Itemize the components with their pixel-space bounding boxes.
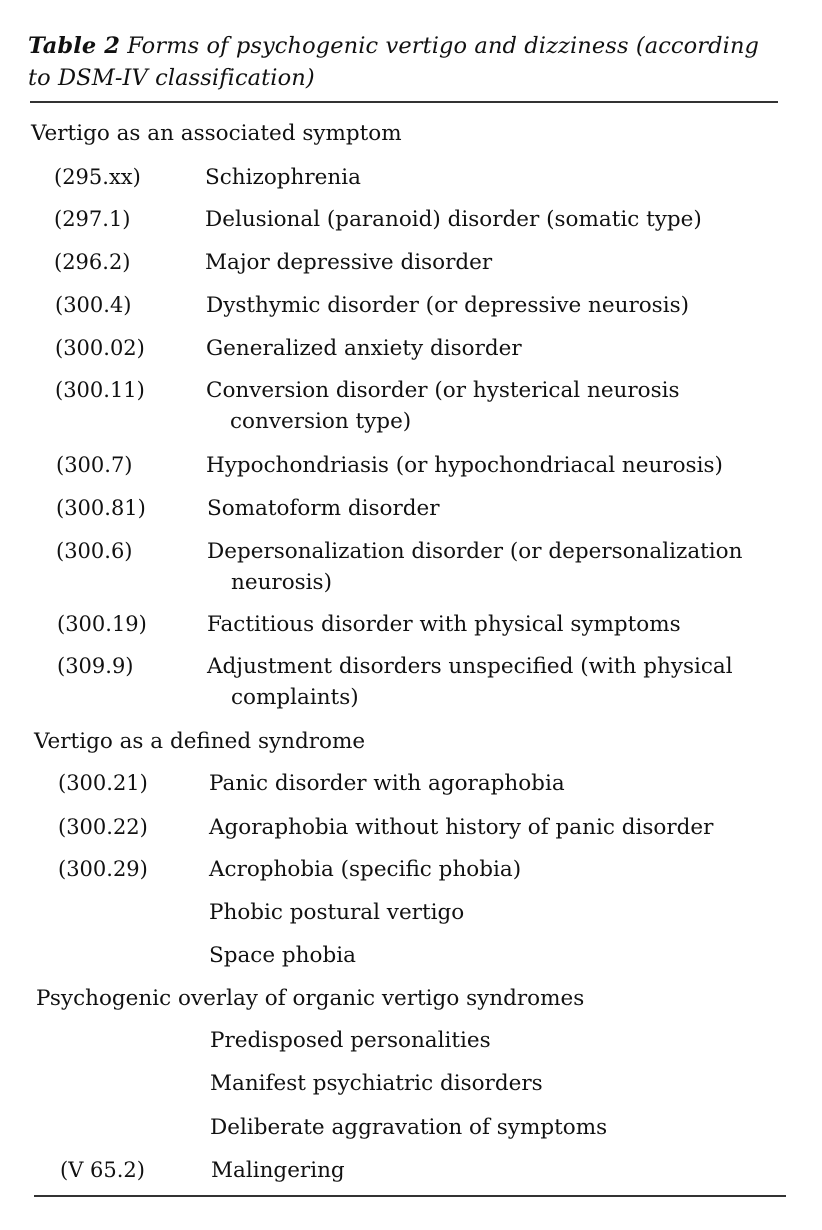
disorder-line: Depersonalization disorder (or depersonalization: [207, 539, 743, 564]
disorder-line: Schizophrenia: [205, 165, 361, 190]
disorder-name: [207, 609, 681, 640]
dsm-code: (300.21): [58, 771, 148, 795]
table-title: Forms of psychogenic vertigo and dizziness (according to DSM-IV classification): [28, 33, 760, 91]
disorder-line: Panic disorder with agoraphobia: [209, 771, 565, 796]
disorder-name: [206, 375, 680, 437]
disorder-line: Dysthymic disorder (or depressive neurosis): [206, 293, 689, 318]
disorder-line: Somatoform disorder: [207, 496, 440, 521]
disorder-line-continued: complaints): [231, 685, 359, 710]
dsm-code: (300.22): [58, 815, 148, 839]
dsm-code: (300.19): [57, 612, 147, 636]
disorder-name: [206, 450, 723, 481]
disorder-line: Agoraphobia without history of panic disorder: [209, 815, 714, 840]
disorder-line: Acrophobia (specific phobia): [209, 857, 522, 882]
disorder-name: [209, 768, 565, 799]
table-caption: [28, 30, 788, 94]
disorder-name: [209, 812, 713, 843]
disorder-name: [209, 940, 356, 971]
disorder-name: [205, 247, 492, 278]
bottom-rule: [34, 1195, 786, 1197]
disorder-name: [205, 162, 361, 193]
dsm-code: (300.11): [55, 378, 145, 402]
section-heading: Vertigo as an associated symptom: [31, 121, 402, 146]
disorder-name: [210, 1068, 543, 1099]
section-heading: Psychogenic overlay of organic vertigo syndromes: [36, 986, 585, 1011]
dsm-code: (300.4): [55, 293, 132, 317]
disorder-line: Manifest psychiatric disorders: [210, 1071, 543, 1096]
disorder-line: Adjustment disorders unspecified (with physical: [207, 654, 733, 679]
disorder-line: Phobic postural vertigo: [209, 900, 465, 925]
disorder-line: Space phobia: [209, 943, 356, 968]
dsm-code: (300.6): [56, 539, 133, 563]
disorder-name: [206, 290, 689, 321]
disorder-line-continued: conversion type): [230, 409, 412, 434]
table-label: Table 2: [28, 33, 120, 59]
disorder-name: [209, 854, 521, 885]
dsm-code: (300.02): [55, 336, 145, 360]
disorder-line: Delusional (paranoid) disorder (somatic type): [205, 207, 702, 232]
disorder-name: [210, 1112, 607, 1143]
top-rule: [30, 101, 778, 103]
disorder-line: Factitious disorder with physical symptoms: [207, 612, 681, 637]
dsm-code: (309.9): [57, 654, 134, 678]
dsm-code: (V 65.2): [60, 1158, 145, 1182]
disorder-name: [206, 333, 522, 364]
disorder-line: Hypochondriasis (or hypochondriacal neurosis): [206, 453, 723, 478]
disorder-name: [210, 1025, 491, 1056]
dsm-code: (300.81): [56, 496, 146, 520]
disorder-line: Major depressive disorder: [205, 250, 493, 275]
disorder-line: Generalized anxiety disorder: [206, 336, 522, 361]
disorder-name: [207, 651, 733, 713]
dsm-code: (295.xx): [54, 165, 141, 189]
disorder-line: Deliberate aggravation of symptoms: [210, 1115, 608, 1140]
disorder-line-continued: neurosis): [231, 570, 332, 595]
disorder-name: [211, 1155, 345, 1186]
dsm-code: (300.7): [56, 453, 133, 477]
disorder-line: Conversion disorder (or hysterical neurosis: [206, 378, 680, 403]
disorder-line: Predisposed personalities: [210, 1028, 491, 1053]
section-heading: Vertigo as a defined syndrome: [34, 729, 366, 754]
dsm-code: (300.29): [58, 857, 148, 881]
disorder-name: [207, 493, 440, 524]
disorder-name: [209, 897, 464, 928]
dsm-code: (297.1): [54, 207, 131, 231]
disorder-line: Malingering: [211, 1158, 345, 1183]
dsm-code: (296.2): [54, 250, 131, 274]
disorder-name: [205, 204, 702, 235]
disorder-name: [207, 536, 742, 598]
